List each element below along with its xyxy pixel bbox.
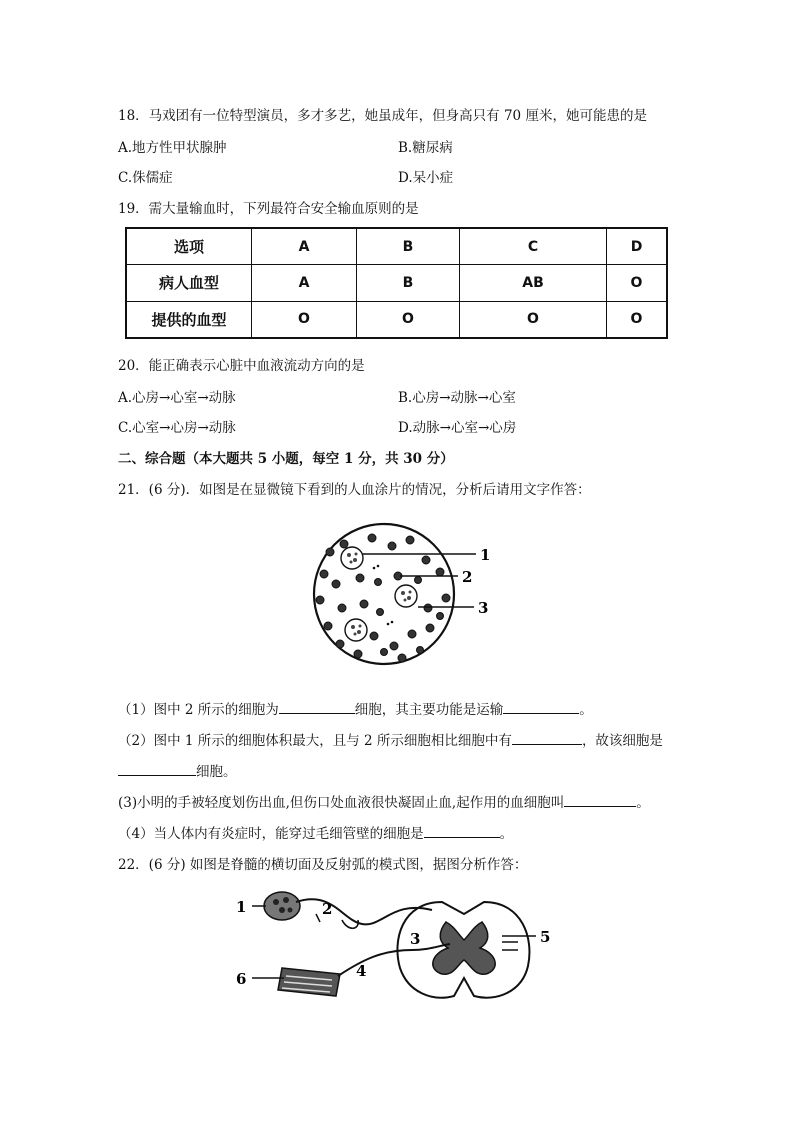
q18-option-a: A.地方性甲状腺肿	[118, 140, 227, 156]
q21-sub3-text: 。	[636, 795, 650, 811]
q20-option-b: B.心房→动脉→心室	[398, 390, 516, 406]
q21-sub4-text: （4）当人体内有炎症时，能穿过毛细管壁的细胞是	[118, 826, 424, 842]
table-cell: O	[607, 265, 668, 301]
answer-blank[interactable]	[118, 761, 196, 776]
table-header-cell: A	[252, 228, 357, 265]
figure-label-5: 5	[540, 928, 551, 946]
table-cell: 病人血型	[126, 265, 252, 301]
section-title: 二、综合题（本大题共 5 小题，每空 1 分，共 30 分）	[118, 451, 454, 467]
table-row	[126, 301, 667, 338]
q22-stem: 22．(6 分) 如图是脊髓的横切面及反射弧的模式图，据图分析作答：	[118, 857, 528, 873]
answer-blank[interactable]	[512, 730, 582, 745]
answer-blank[interactable]	[424, 823, 500, 838]
table-row	[126, 265, 667, 301]
table-header-cell: B	[357, 228, 460, 265]
q21-sub2-text: （2）图中 1 所示的细胞体积最大，且与 2 所示细胞相比细胞中有	[118, 733, 512, 749]
q21-sub1-text: 细胞，其主要功能是运输	[354, 702, 504, 718]
figure-label-3: 3	[410, 930, 421, 948]
figure-label-1: 1	[236, 898, 247, 916]
q18-stem: 18．马戏团有一位特型演员，多才多艺，她虽成年，但身高只有 70 厘米，她可能患的是	[118, 108, 647, 124]
figure-label-3: 3	[478, 599, 489, 617]
q21-sub2	[118, 729, 663, 749]
table-cell: O	[607, 301, 668, 338]
q18-option-c: C.侏儒症	[118, 170, 173, 186]
q21-sub2-text: ，故该细胞是	[581, 733, 663, 749]
q21-sub3-text: (3)小明的手被轻度划伤出血,但伤口处血液很快凝固止血,起作用的血细胞叫	[118, 795, 565, 811]
figure-label-2: 2	[322, 900, 333, 918]
reflex-arc-figure	[232, 880, 572, 1010]
table-cell: A	[252, 265, 357, 301]
figure-label-1: 1	[480, 546, 491, 564]
table-header-cell: D	[607, 228, 668, 265]
answer-blank[interactable]	[503, 699, 579, 714]
q21-sub4	[118, 822, 513, 842]
q20-stem: 20．能正确表示心脏中血液流动方向的是	[118, 358, 365, 374]
table-header-cell: C	[460, 228, 607, 265]
answer-blank[interactable]	[564, 792, 636, 807]
q21-sub1	[118, 698, 593, 718]
answer-blank[interactable]	[279, 699, 355, 714]
figure-label-4: 4	[356, 962, 367, 980]
table-cell: B	[357, 265, 460, 301]
table-cell: O	[460, 301, 607, 338]
figure-label-6: 6	[236, 970, 247, 988]
q21-sub2-cont	[118, 760, 237, 780]
q21-sub1-text: （1）图中 2 所示的细胞为	[118, 702, 279, 718]
figure-label-2: 2	[462, 568, 473, 586]
q20-option-c: C.心室→心房→动脉	[118, 420, 236, 436]
q20-option-d: D.动脉→心室→心房	[398, 420, 517, 436]
table-cell: 提供的血型	[126, 301, 252, 338]
q18-option-d: D.呆小症	[398, 170, 454, 186]
table-row	[126, 228, 667, 265]
blood-type-table	[125, 227, 668, 339]
q18-option-b: B.糖尿病	[398, 140, 453, 156]
q21-stem: 21．(6 分)．如图是在显微镜下看到的人血涂片的情况，分析后请用文字作答：	[118, 482, 591, 498]
receptor-skin	[264, 892, 300, 920]
table-cell: O	[357, 301, 460, 338]
q20-option-a: A.心房→心室→动脉	[118, 390, 236, 406]
table-cell: AB	[460, 265, 607, 301]
blood-smear-figure	[300, 512, 500, 680]
q21-sub1-text: 。	[579, 702, 593, 718]
q21-sub3	[118, 791, 650, 811]
table-header-cell: 选项	[126, 228, 252, 265]
effector-muscle	[278, 968, 340, 996]
q21-sub2-text: 细胞。	[196, 764, 237, 780]
q19-stem: 19．需大量输血时，下列最符合安全输血原则的是	[118, 201, 419, 217]
q21-sub4-text: 。	[499, 826, 514, 842]
table-cell: O	[252, 301, 357, 338]
